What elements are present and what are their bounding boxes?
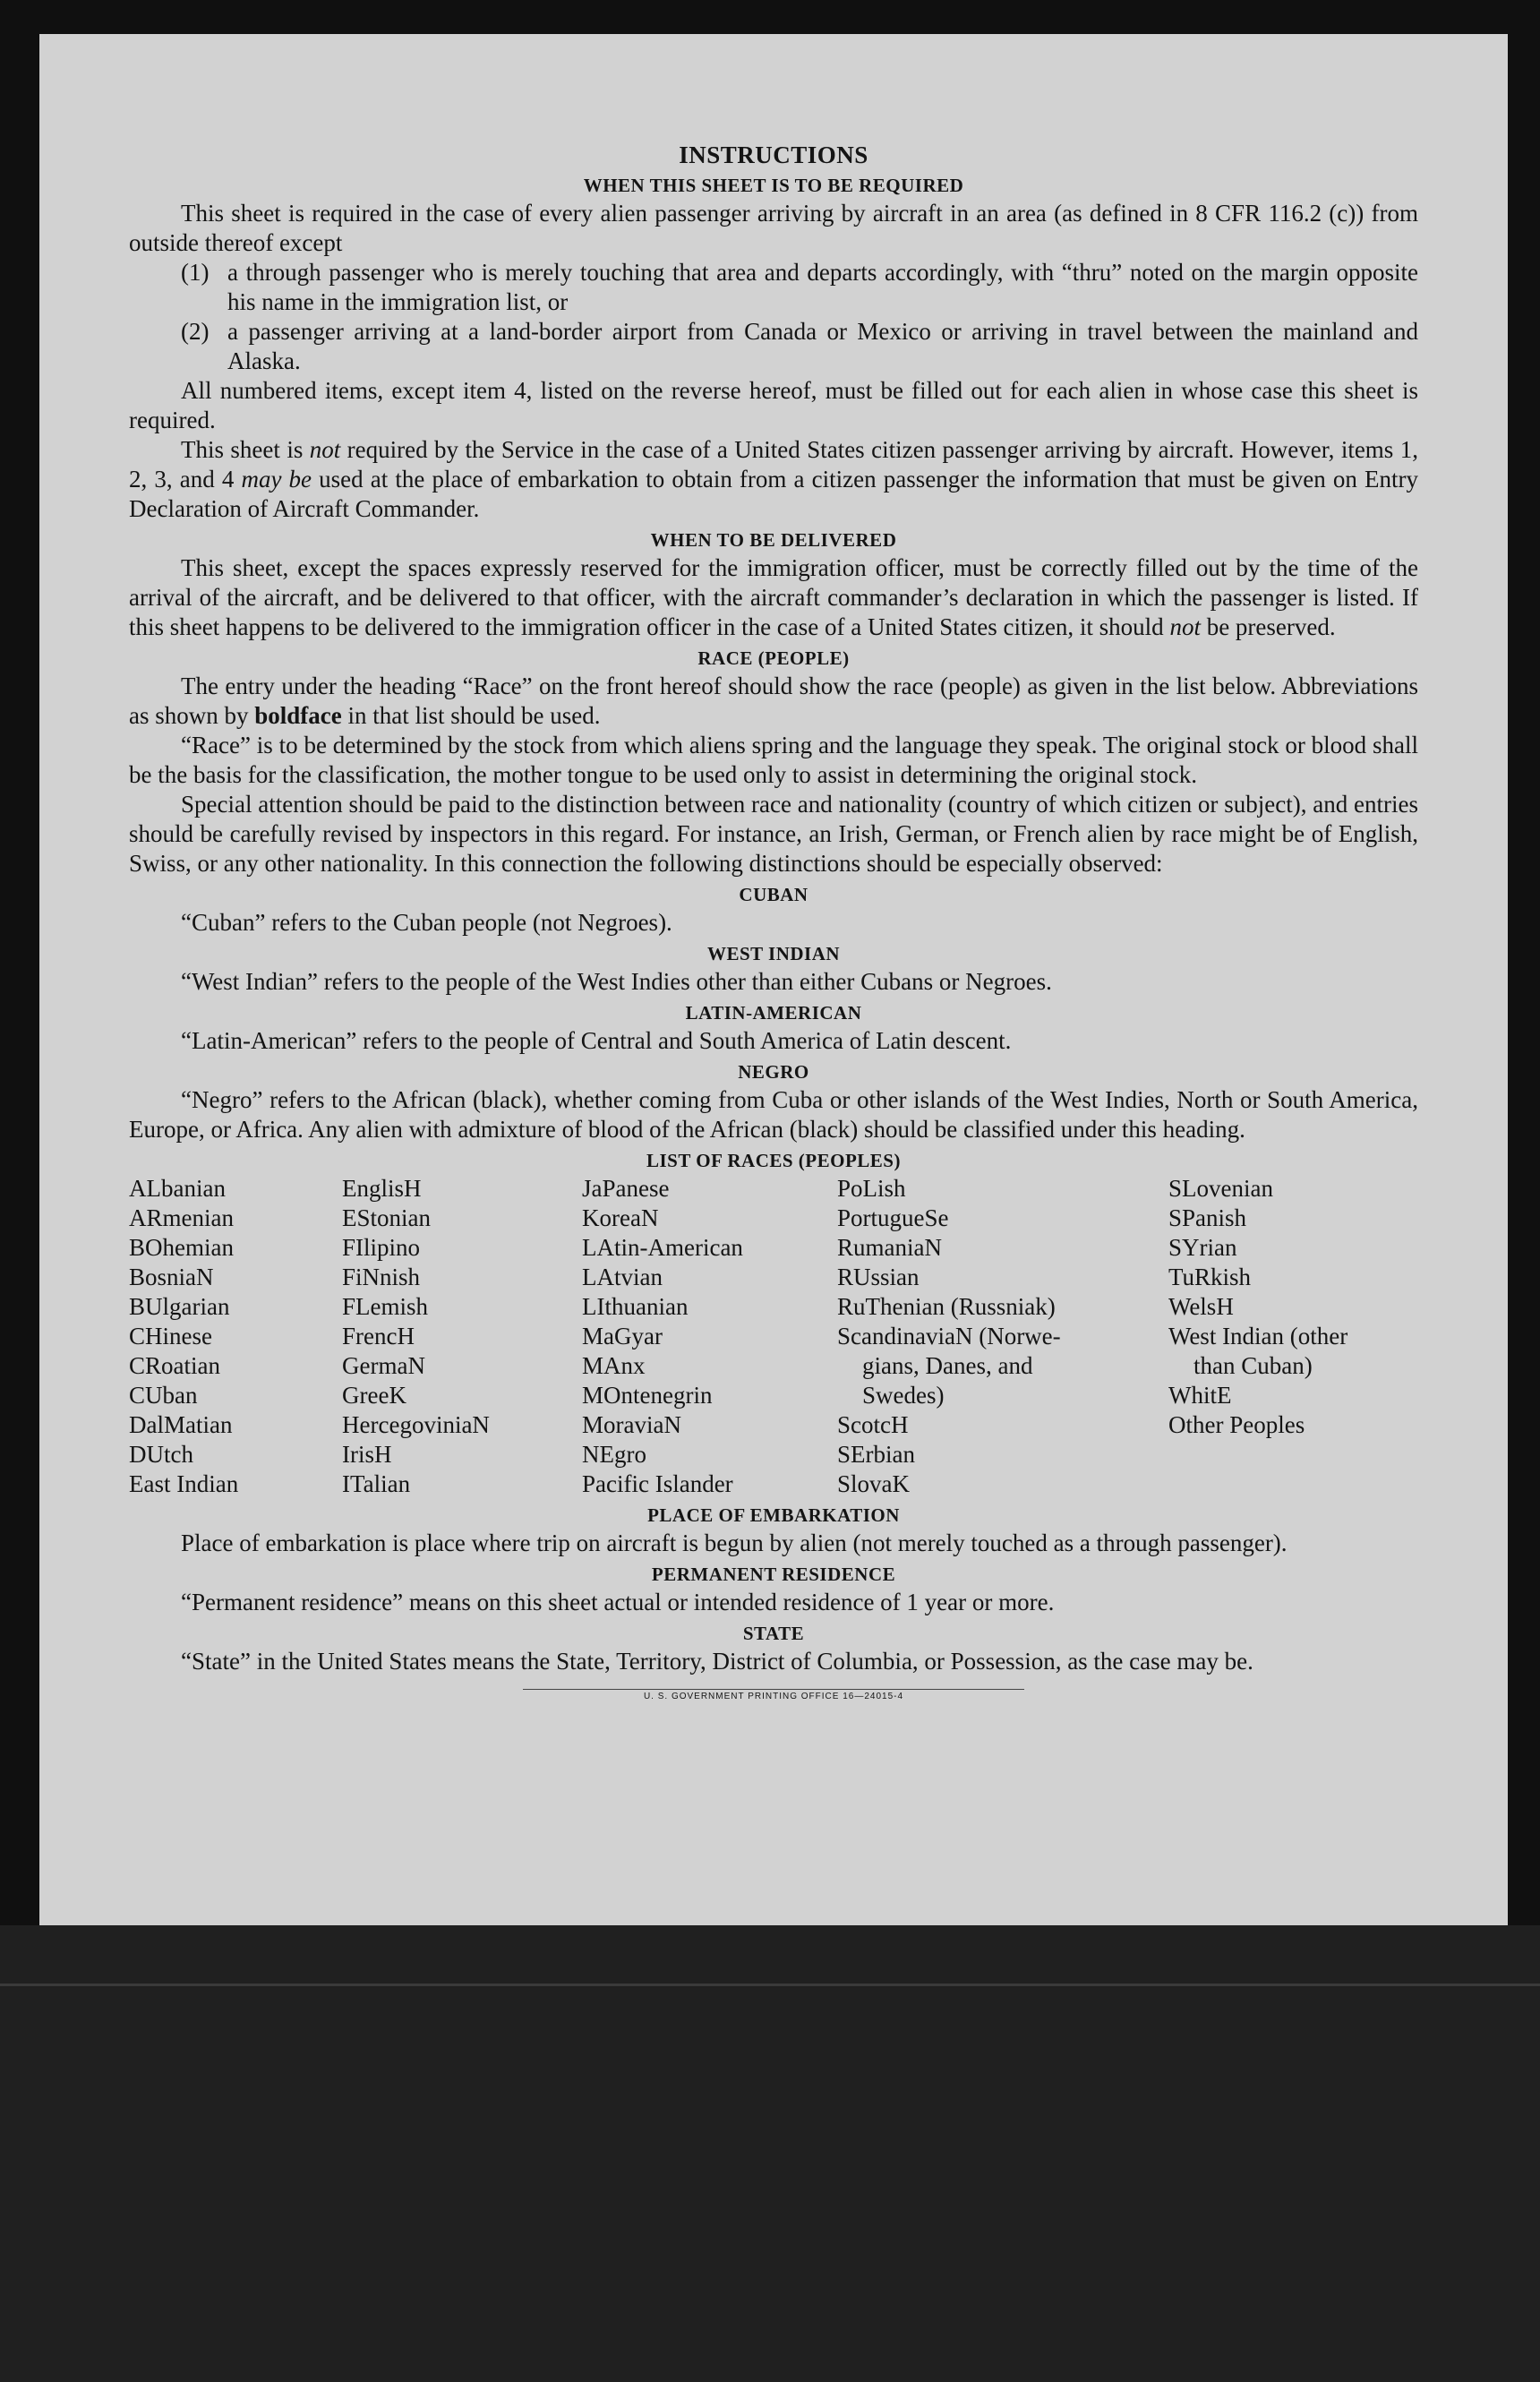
race-entry: EnglisH [342, 1175, 422, 1202]
race-entry: LAtin-American [582, 1234, 743, 1261]
race-entry: East Indian [129, 1470, 239, 1497]
race-entry: FiNnish [342, 1264, 421, 1290]
race-entry: RumaniaN [837, 1234, 942, 1261]
race-entry: NEgro [582, 1441, 646, 1468]
race-entry: gians, Danes, and [862, 1352, 1033, 1379]
heading-permanent-residence: PERMANENT RESIDENCE [651, 1564, 896, 1585]
item-number: (2) [181, 318, 210, 345]
cuban-text: “Cuban” refers to the Cuban people (not Negroes). [181, 909, 672, 936]
heading-race: RACE (PEOPLE) [697, 647, 850, 669]
race-entry: EStonian [342, 1204, 431, 1231]
race-entry: ARmenian [129, 1204, 234, 1231]
race-entry: Pacific Islander [582, 1470, 733, 1497]
heading-list-of-races: LIST OF RACES (PEOPLES) [646, 1150, 901, 1171]
race-entry: FLemish [342, 1293, 429, 1320]
race-entry: RuThenian (Russniak) [837, 1293, 1056, 1320]
italic-run: not [309, 436, 341, 463]
race-entry: IrisH [342, 1441, 392, 1468]
race-entry: SPanish [1168, 1204, 1247, 1231]
race-entry: BUlgarian [129, 1293, 230, 1320]
required-intro: This sheet is required in the case of every alien passenger arriving by aircraft in an area (as defined in 8 CFR 116.2 (c)) from outside thereof except [129, 200, 1418, 256]
races-list [129, 1174, 1418, 1499]
latin-american-text: “Latin-American” refers to the people of Central and South America of Latin descent. [181, 1027, 1012, 1054]
delivered-paragraph [129, 553, 1418, 642]
race-entry: LIthuanian [582, 1293, 689, 1320]
race-entry: WelsH [1168, 1293, 1234, 1320]
item-number: (1) [181, 259, 210, 286]
race-entry: WhitE [1168, 1382, 1232, 1409]
race-entry: KoreaN [582, 1204, 659, 1231]
italic-run: not [1169, 613, 1201, 640]
item-text: a through passenger who is merely touching that area and departs accordingly, with “thru” noted on the margin opposite his name in the immigration list, or [227, 259, 1418, 315]
race-entry: MAnx [582, 1352, 646, 1379]
scan-edge-line [0, 1984, 1540, 1986]
race-entry: Other Peoples [1168, 1411, 1305, 1438]
residence-text: “Permanent residence” means on this sheet actual or intended residence of 1 year or more. [181, 1589, 1055, 1615]
race-entry: PortugueSe [837, 1204, 949, 1231]
race-entry: ALbanian [129, 1175, 226, 1202]
race-entry: GermaN [342, 1352, 425, 1379]
races-column-3 [582, 1174, 837, 1499]
race-entry: JaPanese [582, 1175, 670, 1202]
race-entry: CRoatian [129, 1352, 220, 1379]
negro-text: “Negro” refers to the African (black), whether coming from Cuba or other islands of the West Indies, North or South America, Europe, or Africa. Any alien with admixture of blood of the African (black) should be classified under this heading. [129, 1086, 1418, 1143]
race-entry: SlovaK [837, 1470, 910, 1497]
races-column-5 [1168, 1174, 1418, 1499]
races-column-4 [837, 1174, 1168, 1499]
race-entry: ScotcH [837, 1411, 909, 1438]
race-entry: MaGyar [582, 1323, 663, 1350]
race-entry: ScandinaviaN (Norwe- [837, 1323, 1061, 1350]
heading-latin-american: LATIN-AMERICAN [685, 1002, 862, 1024]
exception-item-1 [181, 258, 1418, 317]
races-column-2 [342, 1174, 582, 1499]
race-entry: West Indian (other [1168, 1323, 1348, 1350]
race-entry: MOntenegrin [582, 1382, 713, 1409]
race-entry: PoLish [837, 1175, 906, 1202]
race-entry: than Cuban) [1194, 1352, 1313, 1379]
heading-west-indian: WEST INDIAN [706, 943, 841, 964]
item-text: a passenger arriving at a land-border airport from Canada or Mexico or arriving in travel between the mainland and Alaska. [227, 318, 1418, 374]
race-entry: Swedes) [862, 1382, 945, 1409]
scan-background [0, 1925, 1540, 2382]
race-entry: FrencH [342, 1323, 415, 1350]
race-paragraph-3: Special attention should be paid to the distinction between race and nationality (country of which citizen or subject), and entries should be carefully revised by inspectors in this regard. For instance, an Irish, German, or French alien by race might be of English, Swiss, or any other nationality. In this connection the following distinctions should be especially observed: [129, 791, 1418, 877]
required-paragraph-3 [129, 435, 1418, 524]
heading-negro: NEGRO [738, 1061, 809, 1083]
heading-state: STATE [742, 1623, 805, 1644]
race-entry: GreeK [342, 1382, 406, 1409]
printing-office-footer: U. S. GOVERNMENT PRINTING OFFICE 16—24015-4 [523, 1689, 1024, 1701]
heading-place-of-embarkation: PLACE OF EMBARKATION [647, 1504, 900, 1526]
race-entry: SErbian [837, 1441, 915, 1468]
embarkation-text: Place of embarkation is place where trip on aircraft is begun by alien (not merely touched as a through passenger). [181, 1529, 1288, 1556]
race-paragraph-2: “Race” is to be determined by the stock from which aliens spring and the language they speak. The original stock or blood shall be the basis for the classification, the mother tongue to be used only to assist in determining the original stock. [129, 732, 1418, 788]
state-text: “State” in the United States means the State, Territory, District of Columbia, or Possession, as the case may be. [181, 1648, 1253, 1675]
race-entry: BOhemian [129, 1234, 234, 1261]
race-entry: HercegoviniaN [342, 1411, 490, 1438]
race-entry: FIlipino [342, 1234, 421, 1261]
heading-when-required: WHEN THIS SHEET IS TO BE REQUIRED [583, 175, 964, 196]
race-paragraph-1 [129, 672, 1418, 731]
race-entry: BosniaN [129, 1264, 214, 1290]
race-entry: SYrian [1168, 1234, 1237, 1261]
text-run: This sheet, except the spaces expressly reserved for the immigration officer, must be correctly filled out by the time of the arrival of the aircraft, and be delivered to that officer, with the aircraft commander’s declaration in which the passenger is listed. If this sheet happens to be delivered to the immigration officer in the case of a United States citizen, it should [129, 554, 1418, 640]
race-entry: CUban [129, 1382, 198, 1409]
exception-item-2 [181, 317, 1418, 376]
bold-run: boldface [254, 702, 342, 729]
text-run: This sheet is [181, 436, 310, 463]
instruction-sheet [39, 34, 1508, 1925]
race-entry: MoraviaN [582, 1411, 681, 1438]
required-paragraph-2: All numbered items, except item 4, listed on the reverse hereof, must be filled out for each alien in whose case this sheet is required. [129, 377, 1418, 433]
text-run: The entry under the heading “Race” on the front hereof should show the race (people) as given in the list below. Abbreviations as shown by [129, 673, 1418, 729]
races-column-1 [129, 1174, 342, 1499]
text-run: be preserved. [1200, 613, 1336, 640]
race-entry: CHinese [129, 1323, 212, 1350]
race-entry: SLovenian [1168, 1175, 1273, 1202]
race-entry: ITalian [342, 1470, 411, 1497]
race-entry: DalMatian [129, 1411, 233, 1438]
race-entry: DUtch [129, 1441, 193, 1468]
heading-cuban: CUBAN [739, 884, 808, 905]
heading-when-delivered: WHEN TO BE DELIVERED [650, 529, 897, 551]
west-indian-text: “West Indian” refers to the people of the West Indies other than either Cubans or Negroes. [181, 968, 1052, 995]
text-run: in that list should be used. [341, 702, 601, 729]
text-run: required by the Service in the case of a United States citizen passenger arriving by aircraft. However, items 1, 2, 3, and 4 [129, 436, 1418, 493]
race-entry: TuRkish [1168, 1264, 1252, 1290]
italic-run: may be [241, 466, 312, 493]
page-title: INSTRUCTIONS [679, 141, 868, 168]
race-entry: LAtvian [582, 1264, 663, 1290]
race-entry: RUssian [837, 1264, 920, 1290]
text-run: used at the place of embarkation to obtain from a citizen passenger the information that must be given on Entry Declaration of Aircraft Commander. [129, 466, 1419, 522]
